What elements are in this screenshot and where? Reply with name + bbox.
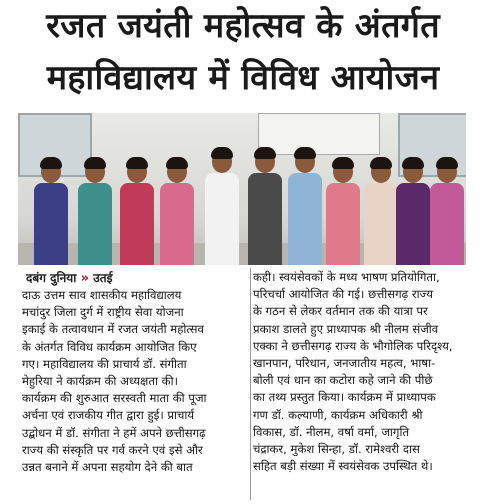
article-line: कार्यक्रम की शुरुआत सरस्वती माता की पूजा <box>22 391 207 406</box>
article-line: राज्य की संस्कृति पर गर्व करने एवं इसे और <box>22 442 203 457</box>
article-line: गण डॉ. कल्याणी, कार्यक्रम अधिकारी श्री <box>253 407 423 422</box>
byline-place: उतई <box>93 271 113 285</box>
photo-person <box>158 157 196 265</box>
article-line: बोली एवं धान का कटोरा कहे जाने की पीछे <box>253 373 433 388</box>
article-line: के अंतर्गत विविध कार्यक्रम आयोजित किए <box>22 339 197 354</box>
photo-person <box>76 157 114 265</box>
article-line: चंद्राकर, मुकेश सिन्हा, डॉ. रामेश्वरी दास <box>253 441 420 456</box>
byline <box>26 269 112 286</box>
article-line: विकास, डॉ. नीलम, वर्षा वर्मा, जागृति <box>253 424 410 439</box>
article-line: प्रकाश डालते हुए प्राध्यापक श्री नीलम संजीव <box>253 321 439 336</box>
article-line: कही। स्वयंसेवकों के मध्य भाषण प्रतियोगिता, <box>253 270 440 284</box>
article-line: उद्बोधन में डॉ. संगीता ने हमें अपने छत्तीसगढ़ <box>22 425 206 440</box>
article-line: के गठन से लेकर वर्तमान तक की यात्रा पर <box>253 304 428 319</box>
article-line: एक्का ने छत्तीसगढ़ राज्य के भौगोलिक परिदृश्य, <box>253 338 453 353</box>
article-left-column <box>22 287 249 476</box>
photo-person <box>428 157 466 265</box>
photo-person <box>394 157 432 265</box>
byline-source: दबंग दुनिया <box>26 271 77 285</box>
column-divider <box>250 268 251 500</box>
photo-person <box>246 147 284 265</box>
article-line: सहित बड़ी संख्या में स्वयंसेवक उपस्थित थे। <box>253 459 433 474</box>
article-line: अर्चना एवं राजकीय गीत द्वारा हुई। प्राचार्य <box>22 408 195 423</box>
article-line: मचांदुर जिला दुर्ग में राष्ट्रीय सेवा योजना <box>22 305 184 320</box>
photo-person <box>32 157 70 265</box>
headline-line-2: महाविद्यालय में विविध आयोजन <box>46 58 440 98</box>
article-line: उन्नत बनाने में अपना सहयोग देने की बात <box>22 459 193 474</box>
photo-person <box>203 147 241 265</box>
article-line: परिचर्चा आयोजित की गई। छत्तीसगढ़ राज्य <box>253 287 433 302</box>
photo-person <box>118 157 156 265</box>
headline-line-1: रजत जयंती महोत्सव के अंतर्गत <box>46 6 440 46</box>
group-photo <box>18 113 466 265</box>
article-line: दाऊ उत्तम साव शासकीय महाविद्यालय <box>22 288 182 302</box>
article-line: का तथ्य प्रस्तुत किया। कार्यक्रम में प्राध्यापक <box>253 390 436 405</box>
article-line: इकाई के तत्वावधान में रजत जयंती महोत्सव <box>22 322 204 337</box>
article-line: मेहुरिया ने कार्यक्रम की अध्यक्षता की। <box>22 373 178 388</box>
article-right-column <box>253 269 477 475</box>
byline-arrows: » <box>80 271 89 286</box>
photo-person <box>324 157 362 265</box>
article-line: गए। महाविद्यालय की प्राचार्य डॉ. संगीता <box>22 356 187 371</box>
article-line: खानपान, परिधान, जनजातीय महत्व, भाषा- <box>253 355 436 370</box>
photo-person <box>286 147 324 265</box>
